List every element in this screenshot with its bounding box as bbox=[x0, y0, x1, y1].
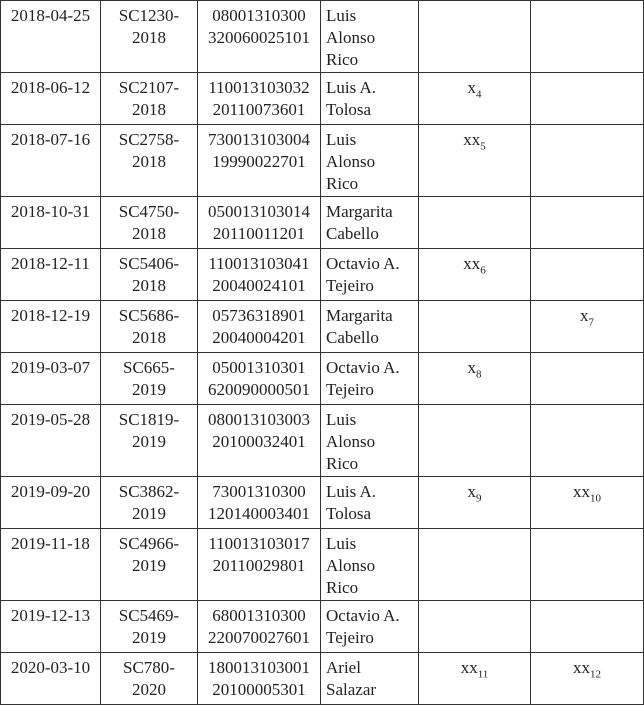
magistrate-name-cell bbox=[321, 653, 419, 705]
cell-line: 20110073601 bbox=[212, 100, 306, 119]
cell-line: Alonso bbox=[326, 152, 376, 171]
date-cell: 2019-03-07 bbox=[1, 353, 101, 405]
cell-line: Octavio A. bbox=[326, 358, 400, 377]
mark-label bbox=[468, 357, 482, 379]
mark-letters: x bbox=[580, 306, 589, 325]
file-number-cell bbox=[198, 477, 321, 529]
magistrate-name-cell bbox=[321, 353, 419, 405]
cell-line: Tejeiro bbox=[326, 380, 374, 399]
cell-line: Octavio A. bbox=[326, 606, 400, 625]
cell-line: SC1819- bbox=[118, 410, 180, 429]
table-row bbox=[1, 249, 644, 301]
date-cell: 2018-10-31 bbox=[1, 197, 101, 249]
cell-line: 2019 bbox=[132, 504, 166, 523]
cell-line: SC1230- bbox=[118, 6, 180, 25]
date-cell: 2019-12-13 bbox=[1, 601, 101, 653]
cell-line: 20040004201 bbox=[212, 328, 306, 347]
case-id-cell bbox=[101, 301, 198, 353]
cell-line: Ariel bbox=[326, 658, 361, 677]
date-cell: 2019-05-28 bbox=[1, 405, 101, 477]
mark-footnote-index: 5 bbox=[480, 140, 486, 153]
cell-line: SC5406- bbox=[118, 254, 180, 273]
mark-footnote-index: 8 bbox=[476, 368, 482, 381]
magistrate-name-cell bbox=[321, 477, 419, 529]
mark-label bbox=[573, 657, 601, 679]
mark-label bbox=[580, 305, 594, 327]
mark-label bbox=[461, 657, 489, 679]
cell-line: Luis bbox=[326, 534, 357, 553]
cell-line: Alonso bbox=[326, 28, 376, 47]
cell-line: 730013103004 bbox=[208, 130, 310, 149]
date-cell: 2019-11-18 bbox=[1, 529, 101, 601]
cell-line: 2018 bbox=[132, 100, 166, 119]
case-id-cell bbox=[101, 653, 198, 705]
cell-line: 080013103003 bbox=[208, 410, 310, 429]
cell-line: SC780- bbox=[123, 658, 175, 677]
date-cell: 2019-09-20 bbox=[1, 477, 101, 529]
cell-line: 05736318901 bbox=[212, 306, 306, 325]
case-id-cell bbox=[101, 529, 198, 601]
case-id-cell bbox=[101, 353, 198, 405]
file-number-cell bbox=[198, 353, 321, 405]
cell-line: Luis A. bbox=[326, 482, 377, 501]
cell-line: 2019 bbox=[132, 556, 166, 575]
cell-line: 620090000501 bbox=[208, 380, 310, 399]
mark-a-cell bbox=[419, 653, 531, 705]
cell-line: 050013103014 bbox=[208, 202, 310, 221]
cell-line: Margarita bbox=[326, 306, 393, 325]
table-row bbox=[1, 653, 644, 705]
cell-line: Rico bbox=[326, 174, 359, 193]
cell-line: 20100005301 bbox=[212, 680, 306, 699]
case-id-cell bbox=[101, 249, 198, 301]
mark-b-cell bbox=[531, 249, 644, 301]
cell-line: Cabello bbox=[326, 224, 379, 243]
cell-line: 20110029801 bbox=[212, 556, 306, 575]
magistrate-name-cell bbox=[321, 73, 419, 125]
mark-footnote-index: 9 bbox=[476, 492, 482, 505]
mark-footnote-index: 6 bbox=[480, 264, 486, 277]
case-id-cell bbox=[101, 601, 198, 653]
file-number-cell bbox=[198, 197, 321, 249]
mark-b-cell bbox=[531, 73, 644, 125]
cell-line: Luis bbox=[326, 410, 357, 429]
date-cell: 2018-07-16 bbox=[1, 125, 101, 197]
mark-b-cell bbox=[531, 1, 644, 73]
cell-line: SC2758- bbox=[118, 130, 180, 149]
mark-a-cell bbox=[419, 405, 531, 477]
table-row bbox=[1, 73, 644, 125]
mark-a-cell bbox=[419, 249, 531, 301]
table-row bbox=[1, 1, 644, 73]
cell-line: 20110011201 bbox=[212, 224, 306, 243]
cell-line: Tolosa bbox=[326, 100, 372, 119]
file-number-cell bbox=[198, 73, 321, 125]
mark-a-cell bbox=[419, 301, 531, 353]
mark-footnote-index: 7 bbox=[588, 316, 594, 329]
mark-letters: x bbox=[467, 358, 476, 377]
mark-letters: x bbox=[467, 482, 476, 501]
mark-b-cell bbox=[531, 477, 644, 529]
date-cell: 2018-06-12 bbox=[1, 73, 101, 125]
cell-line: 110013103041 bbox=[208, 254, 310, 273]
table-row bbox=[1, 405, 644, 477]
cell-line: 68001310300 bbox=[212, 606, 306, 625]
date-cell: 2018-12-19 bbox=[1, 301, 101, 353]
file-number-cell bbox=[198, 1, 321, 73]
mark-letters: xx bbox=[573, 482, 590, 501]
mark-a-cell bbox=[419, 197, 531, 249]
cell-line: 73001310300 bbox=[212, 482, 306, 501]
table-row bbox=[1, 353, 644, 405]
cell-line: 2018 bbox=[132, 28, 166, 47]
table-row bbox=[1, 125, 644, 197]
case-id-cell bbox=[101, 125, 198, 197]
cell-line: Rico bbox=[326, 454, 359, 473]
cell-line: 180013103001 bbox=[208, 658, 310, 677]
case-id-cell bbox=[101, 405, 198, 477]
cell-line: Alonso bbox=[326, 556, 376, 575]
cell-line: 2020 bbox=[132, 680, 166, 699]
date-cell: 2018-04-25 bbox=[1, 1, 101, 73]
cell-line: Margarita bbox=[326, 202, 393, 221]
cell-line: Alonso bbox=[326, 432, 376, 451]
table-body bbox=[1, 1, 644, 705]
mark-footnote-index: 4 bbox=[476, 88, 482, 101]
mark-footnote-index: 11 bbox=[477, 668, 489, 681]
cell-line: SC2107- bbox=[118, 78, 180, 97]
mark-label bbox=[573, 481, 601, 503]
mark-b-cell bbox=[531, 353, 644, 405]
cell-line: SC3862- bbox=[118, 482, 180, 501]
cell-line: 320060025101 bbox=[208, 28, 310, 47]
mark-b-cell bbox=[531, 125, 644, 197]
mark-b-cell bbox=[531, 405, 644, 477]
mark-letters: xx bbox=[463, 254, 481, 273]
cell-line: 120140003401 bbox=[208, 504, 310, 523]
date-cell: 2018-12-11 bbox=[1, 249, 101, 301]
table-row bbox=[1, 529, 644, 601]
cell-line: 2018 bbox=[132, 152, 166, 171]
cell-line: 110013103017 bbox=[208, 534, 310, 553]
cell-line: Cabello bbox=[326, 328, 379, 347]
mark-b-cell bbox=[531, 301, 644, 353]
cell-line: Tolosa bbox=[326, 504, 372, 523]
mark-letters: xx bbox=[463, 130, 481, 149]
mark-a-cell bbox=[419, 477, 531, 529]
mark-a-cell bbox=[419, 529, 531, 601]
cell-line: 19990022701 bbox=[212, 152, 306, 171]
mark-letters: x bbox=[467, 78, 476, 97]
cell-line: Luis bbox=[326, 130, 357, 149]
mark-a-cell bbox=[419, 353, 531, 405]
cell-line: 2018 bbox=[132, 328, 166, 347]
cell-line: 220070027601 bbox=[208, 628, 310, 647]
cell-line: SC5686- bbox=[118, 306, 180, 325]
magistrate-name-cell bbox=[321, 249, 419, 301]
cell-line: 2019 bbox=[132, 432, 166, 451]
cell-line: Octavio A. bbox=[326, 254, 400, 273]
cell-line: 20040024101 bbox=[212, 276, 306, 295]
case-id-cell bbox=[101, 197, 198, 249]
mark-a-cell bbox=[419, 601, 531, 653]
mark-footnote-index: 12 bbox=[590, 668, 601, 681]
cell-line: SC4966- bbox=[118, 534, 180, 553]
mark-label bbox=[463, 129, 486, 151]
cell-line: Luis A. bbox=[326, 78, 377, 97]
magistrate-name-cell bbox=[321, 1, 419, 73]
mark-letters: xx bbox=[460, 658, 478, 677]
case-id-cell bbox=[101, 1, 198, 73]
mark-label bbox=[468, 481, 482, 503]
table-row bbox=[1, 601, 644, 653]
cell-line: 2019 bbox=[132, 380, 166, 399]
magistrate-name-cell bbox=[321, 529, 419, 601]
mark-a-cell bbox=[419, 73, 531, 125]
case-id-cell bbox=[101, 73, 198, 125]
magistrate-name-cell bbox=[321, 301, 419, 353]
table-row bbox=[1, 197, 644, 249]
mark-letters: xx bbox=[573, 658, 590, 677]
file-number-cell bbox=[198, 405, 321, 477]
cell-line: Rico bbox=[326, 50, 359, 69]
mark-a-cell bbox=[419, 125, 531, 197]
cell-line: SC665- bbox=[123, 358, 175, 377]
cell-line: SC5469- bbox=[118, 606, 180, 625]
case-id-cell bbox=[101, 477, 198, 529]
cell-line: SC4750- bbox=[118, 202, 180, 221]
magistrate-name-cell bbox=[321, 197, 419, 249]
cell-line: Tejeiro bbox=[326, 628, 374, 647]
file-number-cell bbox=[198, 653, 321, 705]
cell-line: 05001310301 bbox=[212, 358, 306, 377]
cell-line: 110013103032 bbox=[208, 78, 310, 97]
mark-label bbox=[468, 77, 482, 99]
mark-footnote-index: 10 bbox=[590, 492, 601, 505]
mark-b-cell bbox=[531, 653, 644, 705]
cell-line: Salazar bbox=[326, 680, 377, 699]
file-number-cell bbox=[198, 601, 321, 653]
file-number-cell bbox=[198, 249, 321, 301]
table-row bbox=[1, 477, 644, 529]
cell-line: 2018 bbox=[132, 224, 166, 243]
mark-label bbox=[463, 253, 486, 275]
mark-b-cell bbox=[531, 197, 644, 249]
cell-line: Luis bbox=[326, 6, 357, 25]
cell-line: Tejeiro bbox=[326, 276, 374, 295]
cell-line: 08001310300 bbox=[212, 6, 306, 25]
mark-a-cell bbox=[419, 1, 531, 73]
mark-b-cell bbox=[531, 601, 644, 653]
mark-b-cell bbox=[531, 529, 644, 601]
cell-line: Rico bbox=[326, 578, 359, 597]
file-number-cell bbox=[198, 529, 321, 601]
file-number-cell bbox=[198, 125, 321, 197]
magistrate-name-cell bbox=[321, 405, 419, 477]
magistrate-name-cell bbox=[321, 601, 419, 653]
cell-line: 2018 bbox=[132, 276, 166, 295]
cell-line: 2019 bbox=[132, 628, 166, 647]
table-row bbox=[1, 301, 644, 353]
file-number-cell bbox=[198, 301, 321, 353]
cell-line: 20100032401 bbox=[212, 432, 306, 451]
date-cell: 2020-03-10 bbox=[1, 653, 101, 705]
magistrate-name-cell bbox=[321, 125, 419, 197]
